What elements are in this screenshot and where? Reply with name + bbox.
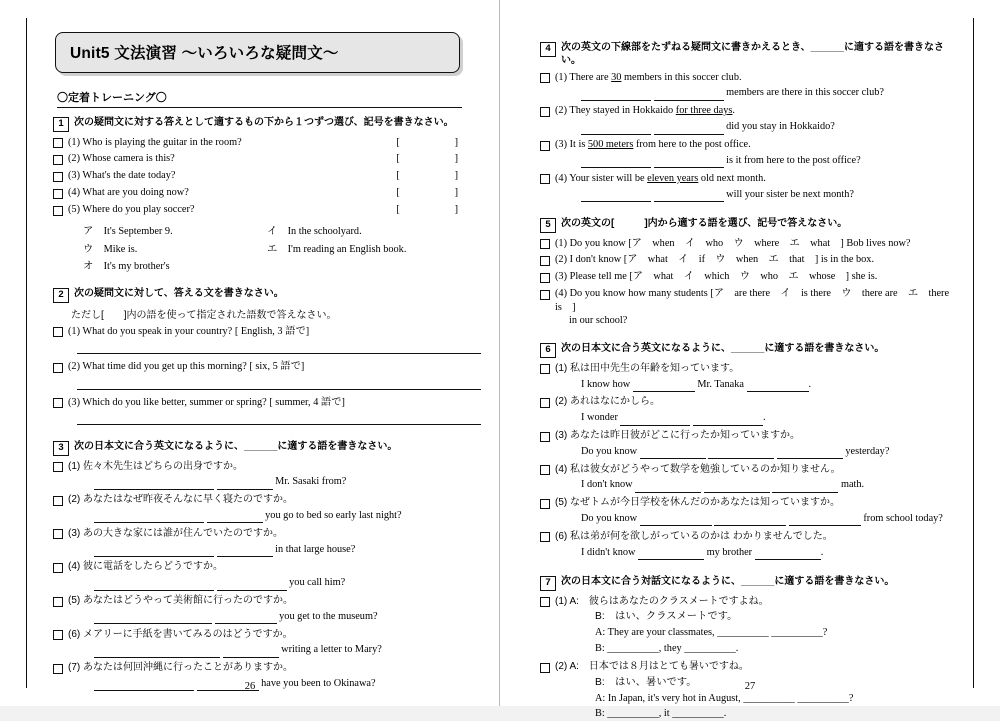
checkbox[interactable] xyxy=(540,499,550,509)
item-japanese: (6) メアリーに手紙を書いてみるのはどうですか。 xyxy=(68,628,293,640)
checkbox[interactable] xyxy=(53,363,63,373)
item-answer[interactable]: did you stay in Hokkaido? xyxy=(581,120,951,134)
list-item[interactable] xyxy=(53,396,464,409)
checkbox[interactable] xyxy=(53,630,63,640)
item-text: (4) What are you doing now? xyxy=(68,187,189,199)
item-text: (1) Who is playing the guitar in the room? xyxy=(68,136,242,148)
checkbox[interactable] xyxy=(540,364,550,374)
page-title: Unit5 文法演習 ～いろいろな疑問文～ xyxy=(70,45,339,62)
dialogue-line: (1) A: 彼らはあなたのクラスメートですよね。 xyxy=(555,595,769,607)
dialogue-line: B: はい、クラスメートです。 xyxy=(595,611,738,622)
page-number-right: 27 xyxy=(744,681,756,692)
question-block-6 xyxy=(530,343,957,560)
right-page xyxy=(500,0,1000,720)
question-number: 3 xyxy=(53,441,69,456)
choice-option[interactable]: イ In the schoolyard. xyxy=(267,226,362,238)
question-prompt: 次の日本文に合う英文になるように、______に適する語を書きなさい。 xyxy=(74,441,398,452)
checkbox[interactable] xyxy=(540,432,550,442)
question-prompt: 次の日本文に合う対話文になるように、______に適する語を書きなさい。 xyxy=(561,576,895,587)
item-japanese: (5) あなたはどうやって美術館に行ったのですか。 xyxy=(68,595,294,606)
answer-line[interactable] xyxy=(77,378,481,390)
list-item[interactable] xyxy=(53,186,464,199)
item-answer[interactable]: members are there in this soccer club? xyxy=(581,86,951,100)
checkbox[interactable] xyxy=(53,664,63,674)
item-english[interactable]: writing a letter to Mary? xyxy=(94,643,464,657)
question-prompt: 次の疑問文に対して、答える文を書きなさい。 xyxy=(74,288,284,300)
item-japanese: (4) 私は彼女がどうやって数学を勉強しているのか知りません。 xyxy=(555,463,841,475)
item-text-cont: in our school? xyxy=(569,314,628,326)
item-japanese: (4) 彼に電話をしたらどうですか。 xyxy=(68,561,224,573)
list-item[interactable] xyxy=(540,429,951,459)
item-english[interactable]: in that large house? xyxy=(94,543,464,557)
item-japanese: (6) 私は弟が何を欲しがっているのかは わかりませんでした。 xyxy=(555,530,833,542)
question-7-heading xyxy=(540,576,951,591)
item-english[interactable]: I don't know math. xyxy=(581,478,951,492)
list-item[interactable] xyxy=(53,493,464,523)
list-item[interactable] xyxy=(540,362,951,392)
item-text: (3) What's the date today? xyxy=(68,170,176,182)
question-prompt: 次の英文の[ ]内から適する語を選び、記号で答えなさい。 xyxy=(561,218,848,229)
item-text: (2) I don't know [ア what イ if ウ when エ that ] is in the box. xyxy=(555,254,875,266)
list-item[interactable] xyxy=(53,152,464,165)
checkbox[interactable] xyxy=(53,327,63,337)
question-prompt: 次の日本文に合う英文になるように、______に適する語を書きなさい。 xyxy=(561,343,885,355)
question-number: 7 xyxy=(540,576,556,591)
item-japanese: (1) 佐々木先生はどちらの出身ですか。 xyxy=(68,460,244,472)
question-prompt: 次の疑問文に対する答えとして適するもの下から１つずつ選び、記号を書きなさい。 xyxy=(74,117,454,128)
answer-bracket[interactable]: [ ] xyxy=(396,153,464,165)
item-text: (3) Which do you like better, summer or spring? [ summer, 4 語で] xyxy=(68,396,345,408)
item-text: (3) Please tell me [ア what イ which ウ who エ whose ] she is. xyxy=(555,271,878,283)
section-subhead: 〇定着トレーニング〇 xyxy=(57,92,167,104)
checkbox[interactable] xyxy=(540,174,550,184)
answer-bracket[interactable]: [ ] xyxy=(396,170,464,182)
list-item[interactable] xyxy=(53,460,464,490)
list-item[interactable] xyxy=(53,169,464,182)
answer-line[interactable] xyxy=(77,413,481,425)
item-english[interactable]: you get to the museum? xyxy=(94,610,464,624)
question-1-heading xyxy=(53,117,464,132)
item-english[interactable]: I know how Mr. Tanaka . xyxy=(581,378,951,392)
list-item[interactable] xyxy=(540,496,951,526)
checkbox[interactable] xyxy=(540,290,550,300)
checkbox[interactable] xyxy=(53,172,63,182)
list-item[interactable] xyxy=(540,287,951,327)
list-item[interactable] xyxy=(540,595,951,656)
list-item[interactable] xyxy=(53,560,464,590)
checkbox[interactable] xyxy=(53,398,63,408)
answer-bracket[interactable]: [ ] xyxy=(396,136,464,148)
item-english[interactable]: I wonder . xyxy=(581,411,951,425)
checkbox[interactable] xyxy=(540,107,550,117)
checkbox[interactable] xyxy=(53,155,63,165)
question-number: 6 xyxy=(540,343,556,358)
list-item[interactable] xyxy=(540,270,951,283)
list-item[interactable] xyxy=(540,395,951,425)
question-block-1 xyxy=(43,117,470,272)
answer-bracket[interactable]: [ ] xyxy=(396,187,464,199)
question-block-2 xyxy=(43,288,470,425)
choice-list xyxy=(83,222,464,272)
dialogue-line[interactable]: A: They are your classmates, __________ __________? xyxy=(595,626,828,638)
list-item[interactable] xyxy=(540,71,951,101)
item-text: (4) Your sister will be eleven years old next month. xyxy=(555,172,766,184)
question-number: 5 xyxy=(540,218,556,233)
list-item[interactable] xyxy=(540,138,951,168)
item-text: (1) There are 30 members in this soccer club. xyxy=(555,71,742,83)
list-item[interactable] xyxy=(540,104,951,134)
checkbox[interactable] xyxy=(540,532,550,542)
choice-option[interactable]: ア It's September 9. xyxy=(83,226,173,238)
checkbox[interactable] xyxy=(53,496,63,506)
list-item[interactable] xyxy=(53,360,464,373)
choice-option[interactable]: ウ Mike is. xyxy=(83,243,138,255)
item-english[interactable]: Mr. Sasaki from? xyxy=(94,475,464,489)
item-japanese: (2) あなたはなぜ昨夜そんなに早く寝たのですか。 xyxy=(68,494,294,506)
item-text: (3) It is 500 meters from here to the post office. xyxy=(555,139,751,150)
item-japanese: (3) あなたは昨日彼がどこに行ったか知っていますか。 xyxy=(555,430,801,441)
question-4-heading xyxy=(540,42,951,67)
question-number: 1 xyxy=(53,117,69,132)
choice-option[interactable]: エ I'm reading an English book. xyxy=(267,243,407,255)
question-6-heading xyxy=(540,343,951,358)
checkbox[interactable] xyxy=(540,239,550,249)
dialogue-line[interactable]: B: __________, it __________. xyxy=(595,708,727,720)
checkbox[interactable] xyxy=(53,206,63,216)
list-item[interactable] xyxy=(53,136,464,149)
list-item[interactable] xyxy=(540,172,951,202)
question-number: 4 xyxy=(540,42,556,57)
item-english[interactable]: have you been to Okinawa? xyxy=(94,677,464,691)
checkbox[interactable] xyxy=(53,563,63,573)
item-english[interactable]: you go to bed so early last night? xyxy=(94,509,464,523)
item-english[interactable]: you call him? xyxy=(94,576,464,590)
list-item[interactable] xyxy=(540,237,951,250)
item-answer[interactable]: is it from here to the post office? xyxy=(581,154,951,168)
item-japanese: (7) あなたは何回沖縄に行ったことがありますか。 xyxy=(68,662,294,674)
list-item[interactable] xyxy=(53,594,464,624)
question-note: ただし[ ]内の語を使って指定された語数で答えなさい。 xyxy=(71,310,337,322)
answer-bracket[interactable]: [ ] xyxy=(396,204,464,215)
item-text: (4) Do you know how many students [ア are there イ is there ウ there are エ there is ] xyxy=(555,288,950,313)
item-english[interactable]: I didn't know my brother . xyxy=(581,546,951,560)
question-5-heading xyxy=(540,218,951,233)
question-block-3 xyxy=(43,441,470,691)
page-number-left: 26 xyxy=(244,681,256,692)
list-item[interactable] xyxy=(540,463,951,493)
checkbox[interactable] xyxy=(53,138,63,148)
item-japanese: (2) あれはなにかしら。 xyxy=(555,396,661,408)
item-japanese: (3) あの大きな家には誰が住んでいたのですか。 xyxy=(68,527,284,539)
checkbox[interactable] xyxy=(53,189,63,199)
checkbox[interactable] xyxy=(540,465,550,475)
question-3-heading xyxy=(53,441,464,456)
question-block-5 xyxy=(530,218,957,327)
dialogue-line[interactable]: B: __________, they __________. xyxy=(595,642,739,654)
checkbox[interactable] xyxy=(540,73,550,83)
item-text: (2) What time did you get up this morning? [ six, 5 語で] xyxy=(68,361,305,373)
checkbox[interactable] xyxy=(53,597,63,607)
choice-option[interactable]: オ It's my brother's xyxy=(83,261,170,273)
dialogue-line: B: はい、暑いです。 xyxy=(595,676,697,688)
checkbox[interactable] xyxy=(53,462,63,472)
title-banner xyxy=(55,32,460,73)
item-english[interactable]: Do you know from school today? xyxy=(581,512,951,526)
question-2-heading xyxy=(53,288,464,303)
item-text: (1) Do you know [ア when イ who ウ where エ what ] Bob lives now? xyxy=(555,237,911,249)
list-item[interactable] xyxy=(540,253,951,266)
list-item[interactable] xyxy=(53,527,464,557)
item-text: (1) What do you speak in your country? [ English, 3 語で] xyxy=(68,325,310,337)
list-item[interactable] xyxy=(540,530,951,560)
item-answer[interactable]: will your sister be next month? xyxy=(581,188,951,202)
checkbox[interactable] xyxy=(540,256,550,266)
dialogue-line[interactable]: A: In Japan, it's very hot in August, __________ __________? xyxy=(595,692,854,704)
list-item[interactable] xyxy=(53,628,464,658)
checkbox[interactable] xyxy=(540,141,550,151)
item-japanese: (1) 私は田中先生の年齢を知っています。 xyxy=(555,362,740,374)
answer-line[interactable] xyxy=(77,342,481,354)
item-text: (2) They stayed in Hokkaido for three days. xyxy=(555,105,735,117)
checkbox[interactable] xyxy=(540,273,550,283)
section-divider xyxy=(57,107,462,108)
item-japanese: (5) なぜトムが今日学校を休んだのかあなたは知っていますか。 xyxy=(555,497,841,509)
question-block-7 xyxy=(530,576,957,721)
item-text: (2) Whose camera is this? xyxy=(68,153,175,165)
checkbox[interactable] xyxy=(540,663,550,673)
dialogue-line: (2) A: 日本では８月はとても暑いですね。 xyxy=(555,661,749,673)
item-text: (5) Where do you play soccer? xyxy=(68,204,195,215)
checkbox[interactable] xyxy=(540,597,550,607)
checkbox[interactable] xyxy=(540,398,550,408)
question-block-4 xyxy=(530,42,957,202)
list-item[interactable] xyxy=(53,325,464,338)
checkbox[interactable] xyxy=(53,529,63,539)
list-item[interactable] xyxy=(53,203,464,216)
question-prompt: 次の英文の下線部をたずねる疑問文に書きかえるとき、______に適する語を書きなさい。 xyxy=(561,42,944,66)
question-number: 2 xyxy=(53,288,69,303)
left-page xyxy=(0,0,500,706)
item-english[interactable]: Do you know yesterday? xyxy=(581,445,951,459)
